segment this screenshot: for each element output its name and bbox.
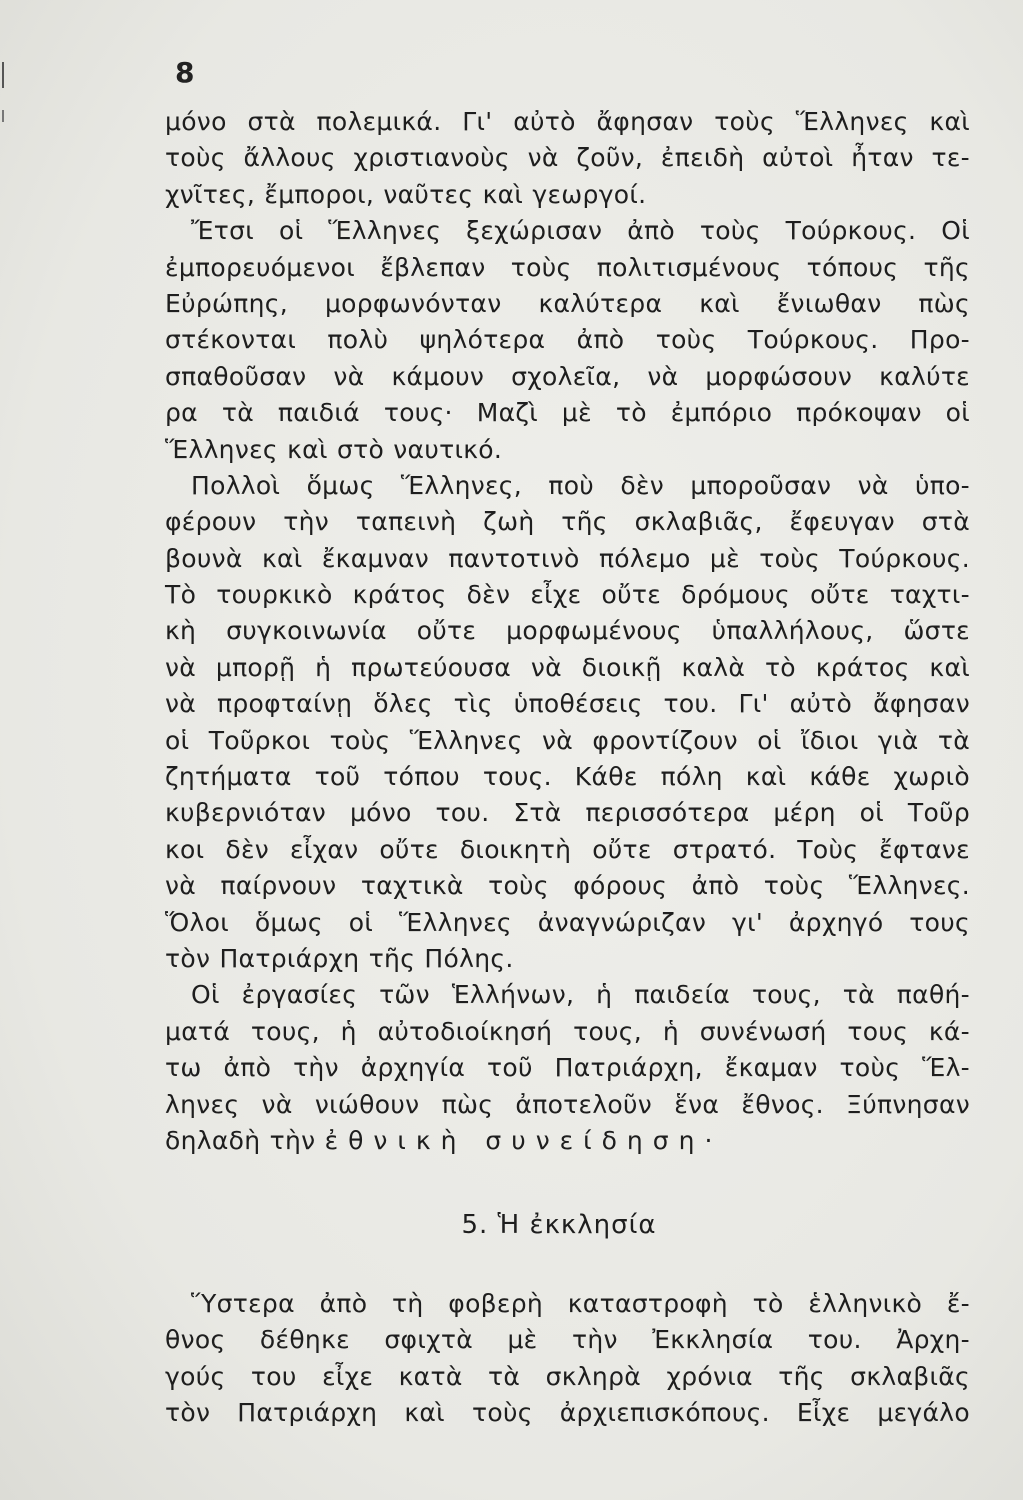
text-line: νὰ μπορῇ ἡ πρωτεύουσα νὰ διοικῇ καλὰ τὸ κράτος καὶ bbox=[165, 652, 970, 682]
text-line: τὸν Πατριάρχη καὶ τοὺς ἀρχιεπισκόπους. Εἶχε μεγάλο bbox=[165, 1398, 970, 1428]
text-line: ματά τους, ἡ αὐτοδιοίκησή τους, ἡ συνένωσή τους κά- bbox=[165, 1016, 970, 1046]
text-line: γούς του εἶχε κατὰ τὰ σκληρὰ χρόνια τῆς σκλαβιᾶς bbox=[165, 1361, 970, 1391]
text-line: τοὺς ἄλλους χριστιανοὺς νὰ ζοῦν, ἐπειδὴ αὐτοὶ ἦταν τε- bbox=[165, 143, 970, 173]
text-line bbox=[165, 1123, 970, 1159]
text-line: Πολλοὶ ὅμως Ἕλληνες, ποὺ δὲν μποροῦσαν νὰ ὑπο- bbox=[191, 470, 970, 500]
text-line: Οἱ ἐργασίες τῶν Ἑλλήνων, ἡ παιδεία τους, τὰ παθή- bbox=[191, 980, 970, 1010]
text-line: θνος δέθηκε σφιχτὰ μὲ τὴν Ἐκκλησία του. Ἀρχη- bbox=[165, 1325, 970, 1355]
section-heading bbox=[0, 1210, 1023, 1240]
text-line: Ἔτσι οἱ Ἕλληνες ξεχώρισαν ἀπὸ τοὺς Τούρκους. Οἱ bbox=[191, 216, 970, 246]
text-line: νὰ παίρνουν ταχτικὰ τοὺς φόρους ἀπὸ τοὺς Ἕλληνες. bbox=[165, 871, 970, 901]
body-text-bottom bbox=[165, 1286, 970, 1432]
text-line: κὴ συγκοινωνία οὔτε μορφωμένους ὑπαλλήλους, ὥστε bbox=[165, 616, 970, 646]
text-line: ἐμπορευόμενοι ἔβλεπαν τοὺς πολιτισμένους τόπους τῆς bbox=[165, 252, 970, 282]
text-line: τω ἀπὸ τὴν ἀρχηγία τοῦ Πατριάρχη, ἔκαμαν τοὺς Ἕλ- bbox=[165, 1053, 970, 1083]
text-line: Ἕλληνες καὶ στὸ ναυτικό. bbox=[165, 434, 503, 464]
text-line: κοι δὲν εἶχαν οὔτε διοικητὴ οὔτε στρατό. Τοὺς ἔφτανε bbox=[165, 834, 970, 864]
text-line: κυβερνιόταν μόνο του. Στὰ περισσότερα μέρη οἱ Τοῦρ bbox=[165, 798, 970, 828]
text-line: ζητήματα τοῦ τόπου τους. Κάθε πόλη καὶ κάθε χωριὸ bbox=[165, 762, 970, 792]
text-line: ληνες νὰ νιώθουν πὼς ἀποτελοῦν ἕνα ἔθνος. Ξύπνησαν bbox=[165, 1089, 970, 1119]
text-line: φέρουν τὴν ταπεινὴ ζωὴ τῆς σκλαβιᾶς, ἔφευγαν στὰ bbox=[165, 507, 970, 537]
body-text-top bbox=[165, 104, 970, 1159]
page-edge-mark bbox=[2, 62, 4, 88]
text-line: οἱ Τοῦρκοι τοὺς Ἕλληνες νὰ φροντίζουν οἱ ἴδιοι γιὰ τὰ bbox=[165, 725, 970, 755]
page-number: 8 bbox=[175, 56, 195, 89]
text-line: ρα τὰ παιδιά τους· Μαζὶ μὲ τὸ ἐμπόριο πρόκοψαν οἱ bbox=[165, 398, 970, 428]
text-line: Εὐρώπης, μορφωνόνταν καλύτερα καὶ ἔνιωθαν πὼς bbox=[165, 288, 970, 318]
emphasis-spaced-text: ἐθνικὴ συνείδηση bbox=[324, 1125, 705, 1155]
text-fragment: δηλαδὴ τὴν bbox=[165, 1125, 316, 1155]
text-line: Τὸ τουρκικὸ κράτος δὲν εἶχε οὔτε δρόμους οὔτε ταχτι- bbox=[165, 580, 970, 610]
text-line: χνῖτες, ἔμποροι, ναῦτες καὶ γεωργοί. bbox=[165, 179, 647, 209]
text-line: νὰ προφταίνῃ ὅλες τὶς ὑποθέσεις του. Γι' αὐτὸ ἄφησαν bbox=[165, 689, 970, 719]
section-heading-text: 5. Ἡ ἐκκλησία bbox=[461, 1210, 657, 1240]
page-edge-mark bbox=[2, 110, 4, 122]
text-line: Ὕστερα ἀπὸ τὴ φοβερὴ καταστροφὴ τὸ ἑλληνικὸ ἔ- bbox=[191, 1289, 970, 1318]
text-line: τὸν Πατριάρχη τῆς Πόλης. bbox=[165, 943, 514, 973]
text-line: μόνο στὰ πολεμικά. Γι' αὐτὸ ἄφησαν τοὺς Ἕλληνες καὶ bbox=[165, 107, 970, 136]
text-line: Ὅλοι ὅμως οἱ Ἕλληνες ἀναγνώριζαν γι' ἀρχηγό τους bbox=[165, 907, 970, 937]
text-line: σπαθοῦσαν νὰ κάμουν σχολεῖα, νὰ μορφώσουν καλύτε bbox=[165, 361, 970, 391]
text-line: βουνὰ καὶ ἔκαμναν παντοτινὸ πόλεμο μὲ τοὺς Τούρκους. bbox=[165, 543, 970, 573]
text-fragment: · bbox=[704, 1125, 713, 1155]
text-line: στέκονται πολὺ ψηλότερα ἀπὸ τοὺς Τούρκους. Προ- bbox=[165, 325, 970, 355]
